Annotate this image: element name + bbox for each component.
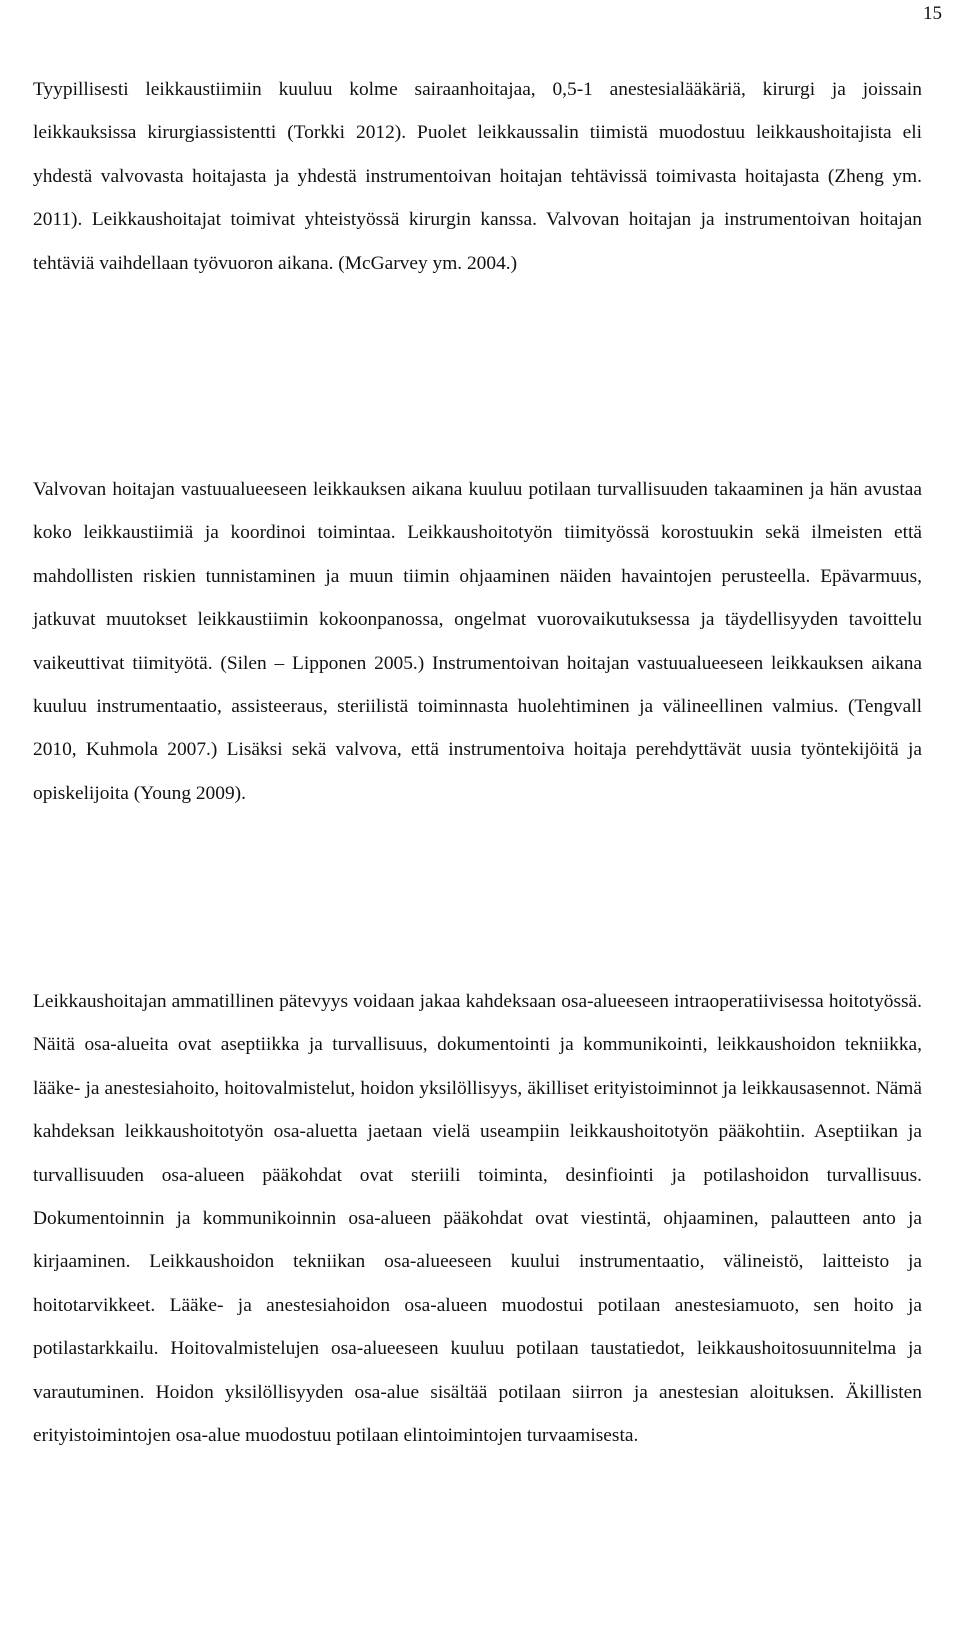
body-paragraph-3: Leikkaushoitajan ammatillinen pätevyys voidaan jakaa kahdeksaan osa-alueeseen intraoperatiivisessa hoitotyössä. Näitä osa-alueita ovat aseptiikka ja turvallisuus, dokumentointi ja kommunikointi, leikkaushoidon tekniikka, lääke- ja anestesiahoito, hoitovalmistelut, hoidon yksilöllisyys, äkilliset erityistoiminnot ja leikkausasennot. Nämä kahdeksan leikkaushoitotyön osa-aluetta jaetaan vielä useampiin leikkaushoitotyön pääkohtiin. Aseptiikan ja turvallisuuden osa-alueen pääkohdat ovat steriili toiminta, desinfiointi ja potilashoidon turvallisuus. Dokumentoinnin ja kommunikoinnin osa-alueen pääkohdat ovat viestintä, ohjaaminen, palautteen anto ja kirjaaminen. Leikkaushoidon tekniikan osa-alueeseen kuului instrumentaatio, välineistö, laitteisto ja hoitotarvikkeet. Lääke- ja anestesiahoidon osa-alueen muodostui potilaan anestesiamuoto, sen hoito ja potilastarkkailu. Hoitovalmistelujen osa-alueeseen kuuluu potilaan taustatiedot, leikkaushoitosuunnitelma ja varautuminen. Hoidon yksilöllisyyden osa-alue sisältää potilaan siirron ja anestesian aloituksen. Äkillisten erityistoimintojen osa-alue muodostuu potilaan elintoimintojen turvaamisesta. xyxy=(33,991,922,1447)
body-paragraph-1: Tyypillisesti leikkaustiimiin kuuluu kolme sairaanhoitajaa, 0,5-1 anestesialääkäriä, kirurgi ja joissain leikkauksissa kirurgiassistentti (Torkki 2012). Puolet leikkaussalin tiimistä muodostuu leikkaushoitajista eli yhdestä valvovasta hoitajasta ja yhdestä instrumentoivan hoitajan tehtävissä toimivasta hoitajasta (Zheng ym. 2011). Leikkaushoitajat toimivat yhteistyössä kirurgin kanssa. Valvovan hoitajan ja instrumentoivan hoitajan tehtäviä vaihdellaan työvuoron aikana. (McGarvey ym. 2004.) xyxy=(33,79,922,274)
body-paragraph-2: Valvovan hoitajan vastuualueeseen leikkauksen aikana kuuluu potilaan turvallisuuden takaaminen ja hän avustaa koko leikkaustiimiä ja koordinoi toimintaa. Leikkaushoitotyön tiimityössä korostuukin sekä ilmeisten että mahdollisten riskien tunnistaminen ja muun tiimin ohjaaminen näiden havaintojen perusteella. Epävarmuus, jatkuvat muutokset leikkaustiimin kokoonpanossa, ongelmat vuorovaikutuksessa ja täydellisyyden tavoittelu vaikeuttivat tiimityötä. (Silen – Lipponen 2005.) Instrumentoivan hoitajan vastuualueeseen leikkauksen aikana kuuluu instrumentaatio, assisteeraus, steriilistä toiminnasta huolehtiminen ja välineellinen valmius. (Tengvall 2010, Kuhmola 2007.) Lisäksi sekä valvova, että instrumentoiva hoitaja perehdyttävät uusia työntekijöitä ja opiskelijoita (Young 2009). xyxy=(33,479,922,804)
page-number: 15 xyxy=(923,3,942,24)
